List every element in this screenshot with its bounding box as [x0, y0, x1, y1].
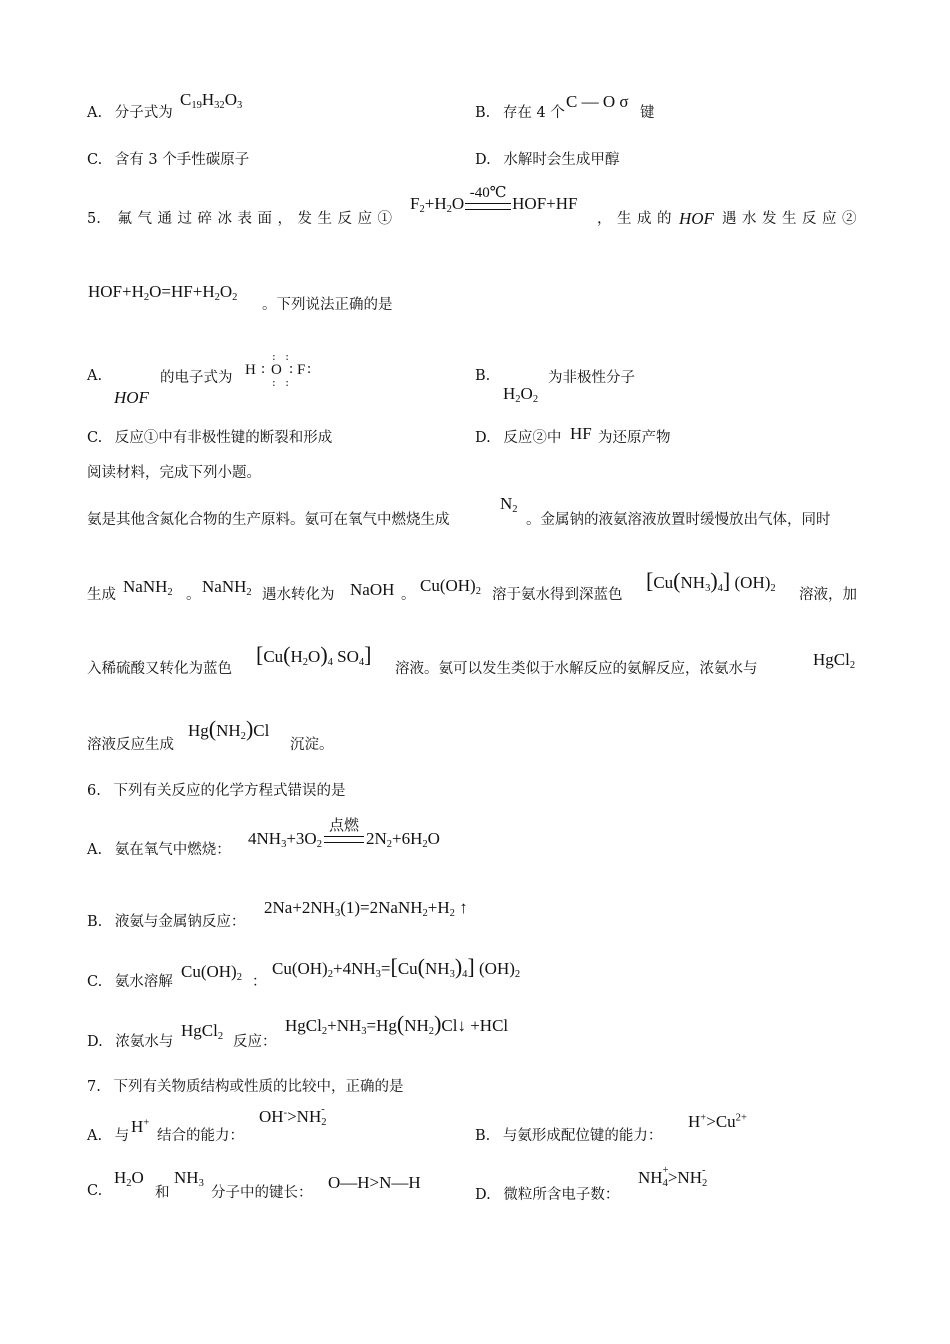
question-number: 7.: [87, 1079, 101, 1095]
reading-text: 沉淀。: [290, 737, 334, 753]
option-text: 存在 4 个: [502, 105, 565, 121]
q4-option-b[interactable]: [475, 101, 565, 122]
comparison-h-cu: $H^+>Cu^{2+}$: [688, 1112, 747, 1131]
option-text: 水解时会生成甲醇: [503, 152, 620, 168]
reading-text: 。: [401, 587, 416, 603]
formula-c-o-sigma: C — O σ: [566, 92, 629, 111]
option-label: D.: [475, 152, 491, 168]
formula-hf: HF: [570, 424, 592, 443]
stem-text: 下列有关反应的化学方程式错误的是: [113, 783, 346, 799]
option-text: 微粒所含电子数：: [503, 1187, 620, 1203]
formula-h-plus: H+: [131, 1117, 150, 1136]
formula-nanh2: NaNH$_2$: [123, 577, 173, 599]
option-label: D.: [475, 430, 491, 446]
equation-mercury-chloride: $HgCl_2+NH_3=Hg(NH_2)Cl↓ +HCl$: [285, 1011, 509, 1038]
equation-ammonia-combustion: $4NH_3+3O_2$ 点燃 $2N_2+6H_2O$: [248, 818, 440, 851]
q7-option-d[interactable]: [475, 1183, 619, 1204]
comparison-nh4-nh2: NH $_{+ 4}$>NH $_{- 2}$: [638, 1165, 708, 1190]
option-text: 反应②中: [503, 430, 562, 446]
q5-stem-line1: [87, 207, 397, 228]
reading-text: 。: [186, 587, 201, 603]
q5-text: 。下列说法正确的是: [262, 297, 393, 313]
q5-text: 遇水发生反应②: [722, 211, 862, 227]
q6-option-b[interactable]: [87, 910, 245, 931]
option-label: D.: [87, 1034, 103, 1050]
option-text-suffix: ：: [252, 974, 267, 990]
formula-hof: HOF: [679, 209, 714, 228]
q5-option-a[interactable]: [87, 368, 102, 384]
question-number: 5.: [87, 211, 101, 227]
formula-naoh: NaOH: [350, 580, 395, 599]
reading-text: 。金属钠的液氨溶液放置时缓慢放出气体，同时: [526, 512, 831, 528]
q7-option-c[interactable]: [87, 1183, 102, 1199]
option-text: 与: [114, 1128, 130, 1144]
electron-dot-structure: : : : : H : O : F :: [245, 350, 312, 389]
option-text-suffix: 结合的能力：: [157, 1128, 244, 1144]
reading-text: 生成: [87, 587, 116, 603]
q6-option-a[interactable]: [87, 838, 231, 859]
comparison-oh-nh2: OH->NH $_{- 2}$: [259, 1104, 327, 1129]
option-label: A.: [87, 1128, 103, 1144]
formula-cu-nh3-4-oh-2: $[Cu(NH_3)_4]$ $(OH)_2$: [646, 568, 776, 595]
reaction-condition: 点燃: [328, 818, 359, 834]
option-label: A.: [87, 842, 103, 858]
reading-text: 遇水转化为: [262, 587, 335, 603]
option-text: 浓氨水与: [115, 1034, 174, 1050]
option-label: C.: [87, 152, 103, 168]
q7-stem: [87, 1075, 403, 1096]
option-text-suffix: 反应：: [233, 1034, 277, 1050]
option-text: 的电子式为: [160, 370, 233, 386]
option-text: 反应①中有非极性键的断裂和形成: [114, 430, 333, 446]
option-text: 与氨形成配位键的能力：: [502, 1128, 663, 1144]
formula-nanh2: NaNH$_2$: [202, 577, 252, 599]
formula-n2: $N_2$: [500, 494, 518, 516]
equation-copper-hydroxide: $Cu(OH)_2+4NH_3=[Cu(NH_3)_4]$ $(OH)_2$: [272, 954, 521, 981]
option-label: C.: [87, 1183, 103, 1199]
q5-text: 氟气通过碎冰表面，发生反应①: [117, 211, 398, 227]
option-label: D.: [475, 1187, 491, 1203]
q7-option-a[interactable]: [87, 1124, 129, 1145]
option-label: B.: [475, 368, 491, 384]
option-text: 和: [155, 1185, 170, 1201]
option-text: 含有 3 个手性碳原子: [114, 152, 250, 168]
q4-option-a[interactable]: [87, 101, 173, 122]
q5-option-d[interactable]: [475, 426, 561, 447]
option-text: 液氨与金属钠反应：: [114, 914, 246, 930]
formula-h2o2: $H_2O_2$: [503, 384, 539, 406]
option-label: B.: [87, 914, 103, 930]
option-text: 氨在氧气中燃烧：: [114, 842, 231, 858]
option-label: C.: [87, 430, 103, 446]
q6-option-c[interactable]: [87, 970, 173, 991]
reading-text: 入稀硫酸又转化为蓝色: [87, 661, 232, 677]
option-label: B.: [475, 1128, 491, 1144]
formula-c19h32o3: $C_{19}H_{32}O_3$: [180, 90, 243, 112]
reading-text: 溶于氨水得到深蓝色: [492, 587, 623, 603]
option-label: B.: [475, 105, 491, 121]
equation-sodium-ammonia: $2Na+2NH_3(1)=2NaNH_2+H_2$ ↑: [264, 898, 468, 920]
formula-cu-oh-2: $Cu(OH)_2$: [420, 576, 481, 598]
option-text-suffix: 为还原产物: [598, 430, 671, 446]
question-number: 6.: [87, 783, 101, 799]
option-text-suffix: 分子中的键长：: [211, 1185, 313, 1201]
q4-option-c[interactable]: [87, 148, 249, 169]
comparison-bond-length: O—H>N—H: [328, 1173, 421, 1192]
formula-hgcl2: HgCl$_2$: [813, 650, 856, 672]
reaction-condition: -40℃: [469, 185, 507, 201]
formula-nh3: $NH_3$: [174, 1168, 204, 1190]
option-text: 分子式为: [114, 105, 173, 121]
stem-text: 下列有关物质结构或性质的比较中，正确的是: [113, 1079, 404, 1095]
option-text: 氨水溶解: [114, 974, 173, 990]
option-label: C.: [87, 974, 103, 990]
reading-text: 溶液。氨可以发生类似于水解反应的氨解反应，浓氨水与: [395, 661, 758, 677]
equation-1: $F_2+H_2O$ -40℃ HOF+HF: [410, 185, 578, 216]
reading-text: 溶液，加: [799, 587, 857, 603]
q6-option-d[interactable]: [87, 1030, 173, 1051]
formula-hg-nh2-cl: $Hg(NH_2)Cl$: [188, 716, 270, 743]
equation-2: $HOF+H_2O=HF+H_2O_2$: [88, 282, 238, 304]
q5-option-b[interactable]: [475, 368, 490, 384]
q6-stem: [87, 779, 345, 800]
q4-option-d[interactable]: [475, 148, 619, 169]
formula-hof: HOF: [114, 388, 149, 407]
formula-h2o: $H_2O$: [114, 1168, 144, 1190]
q5-text: ，生成的: [597, 211, 677, 227]
reading-intro: 阅读材料，完成下列小题。: [87, 465, 261, 481]
q5-option-c[interactable]: [87, 426, 332, 447]
q7-option-b[interactable]: [475, 1124, 662, 1145]
formula-cu-h2o-4-so4: [$Cu(H_2O)_4$ $SO_4$]: [256, 642, 372, 669]
formula-cu-oh-2: $Cu(OH)_2$: [181, 962, 242, 984]
option-label: A.: [87, 105, 103, 121]
option-text: 为非极性分子: [548, 370, 635, 386]
option-text-suffix: 键: [640, 105, 655, 121]
formula-hgcl2: HgCl$_2$: [181, 1021, 224, 1043]
reading-text: 氨是其他含氮化合物的生产原料。氨可在氧气中燃烧生成: [87, 512, 450, 528]
reading-text: 溶液反应生成: [87, 737, 174, 753]
option-label: A.: [87, 368, 103, 384]
